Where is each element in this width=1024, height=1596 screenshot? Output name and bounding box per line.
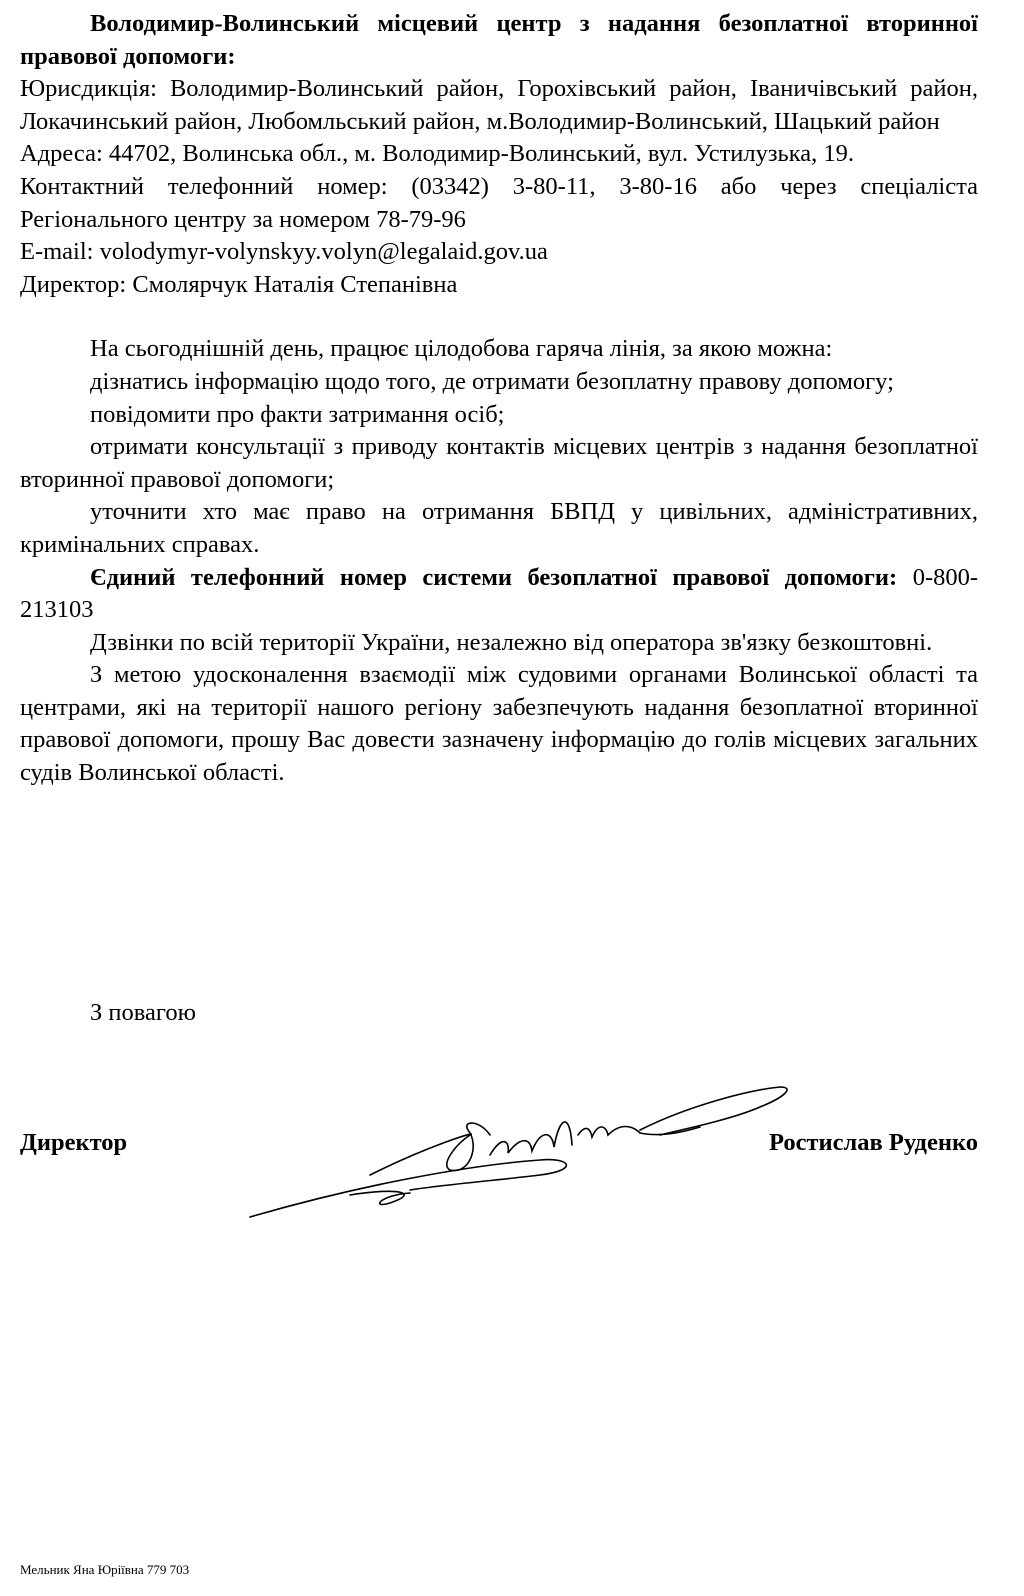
signatory-name: Ростислав Руденко — [769, 1129, 978, 1156]
single-number — [20, 562, 978, 627]
signature — [240, 1075, 800, 1225]
single-number-label: Єдиний телефонний номер системи безоплатної правової допомоги: — [90, 563, 898, 591]
email: E-mail: volodymyr-volynskyy.volyn@legalaid.gov.ua — [20, 238, 548, 266]
free-calls: Дзвінки по всій території України, незалежно від оператора зв'язку безкоштовні. — [90, 628, 933, 656]
signatory-title: Директор — [20, 1129, 128, 1156]
hotline-item: уточнити хто має право на отримання БВПД у цивільних, адміністративних, кримінальних справах. — [20, 498, 978, 558]
address: Адреса: 44702, Волинська обл., м. Володимир-Волинський, вул. Устилузька, 19. — [20, 140, 854, 168]
hotline-item: повідомити про факти затримання осіб; — [90, 400, 505, 428]
hotline-item: отримати консультації з приводу контактів місцевих центрів з надання безоплатної вторинної правової допомоги; — [20, 433, 978, 493]
center-title — [20, 8, 978, 73]
director-info: Директор: Смолярчук Наталія Степанівна — [20, 270, 458, 298]
hotline-intro: На сьогоднішній день, працює цілодобова гаряча лінія, за якою можна: — [90, 335, 833, 363]
jurisdiction: Юрисдикція: Володимир-Волинський район, Горохівський район, Іваничівський район, Локачинський район, Любомльський район, м.Володимир-Волинський, Шацький район — [20, 75, 978, 135]
request: З метою удосконалення взаємодії між судовими органами Волинської області та центрами, які на території нашого регіону забезпечують надання безоплатної вторинної правової допомоги, прошу Вас довести зазначену інформацію до голів місцевих загальних судів Волинської області. — [20, 661, 978, 787]
hotline-item: дізнатись інформацію щодо того, де отримати безоплатну правову допомогу; — [90, 367, 894, 395]
single-number-value: 0-800-213103 — [20, 563, 979, 624]
phone: Контактний телефонний номер: (03342) 3-80-11, 3-80-16 або через спеціаліста Регіонального центру за номером 78-79-96 — [20, 172, 978, 233]
closing: З повагою — [90, 999, 196, 1026]
executor-footer: Мельник Яна Юріївна 779 703 — [20, 1562, 190, 1577]
letter-body — [20, 8, 978, 790]
center-title-text: Володимир-Волинський місцевий центр з надання безоплатної вторинної правової допомоги: — [20, 10, 978, 70]
